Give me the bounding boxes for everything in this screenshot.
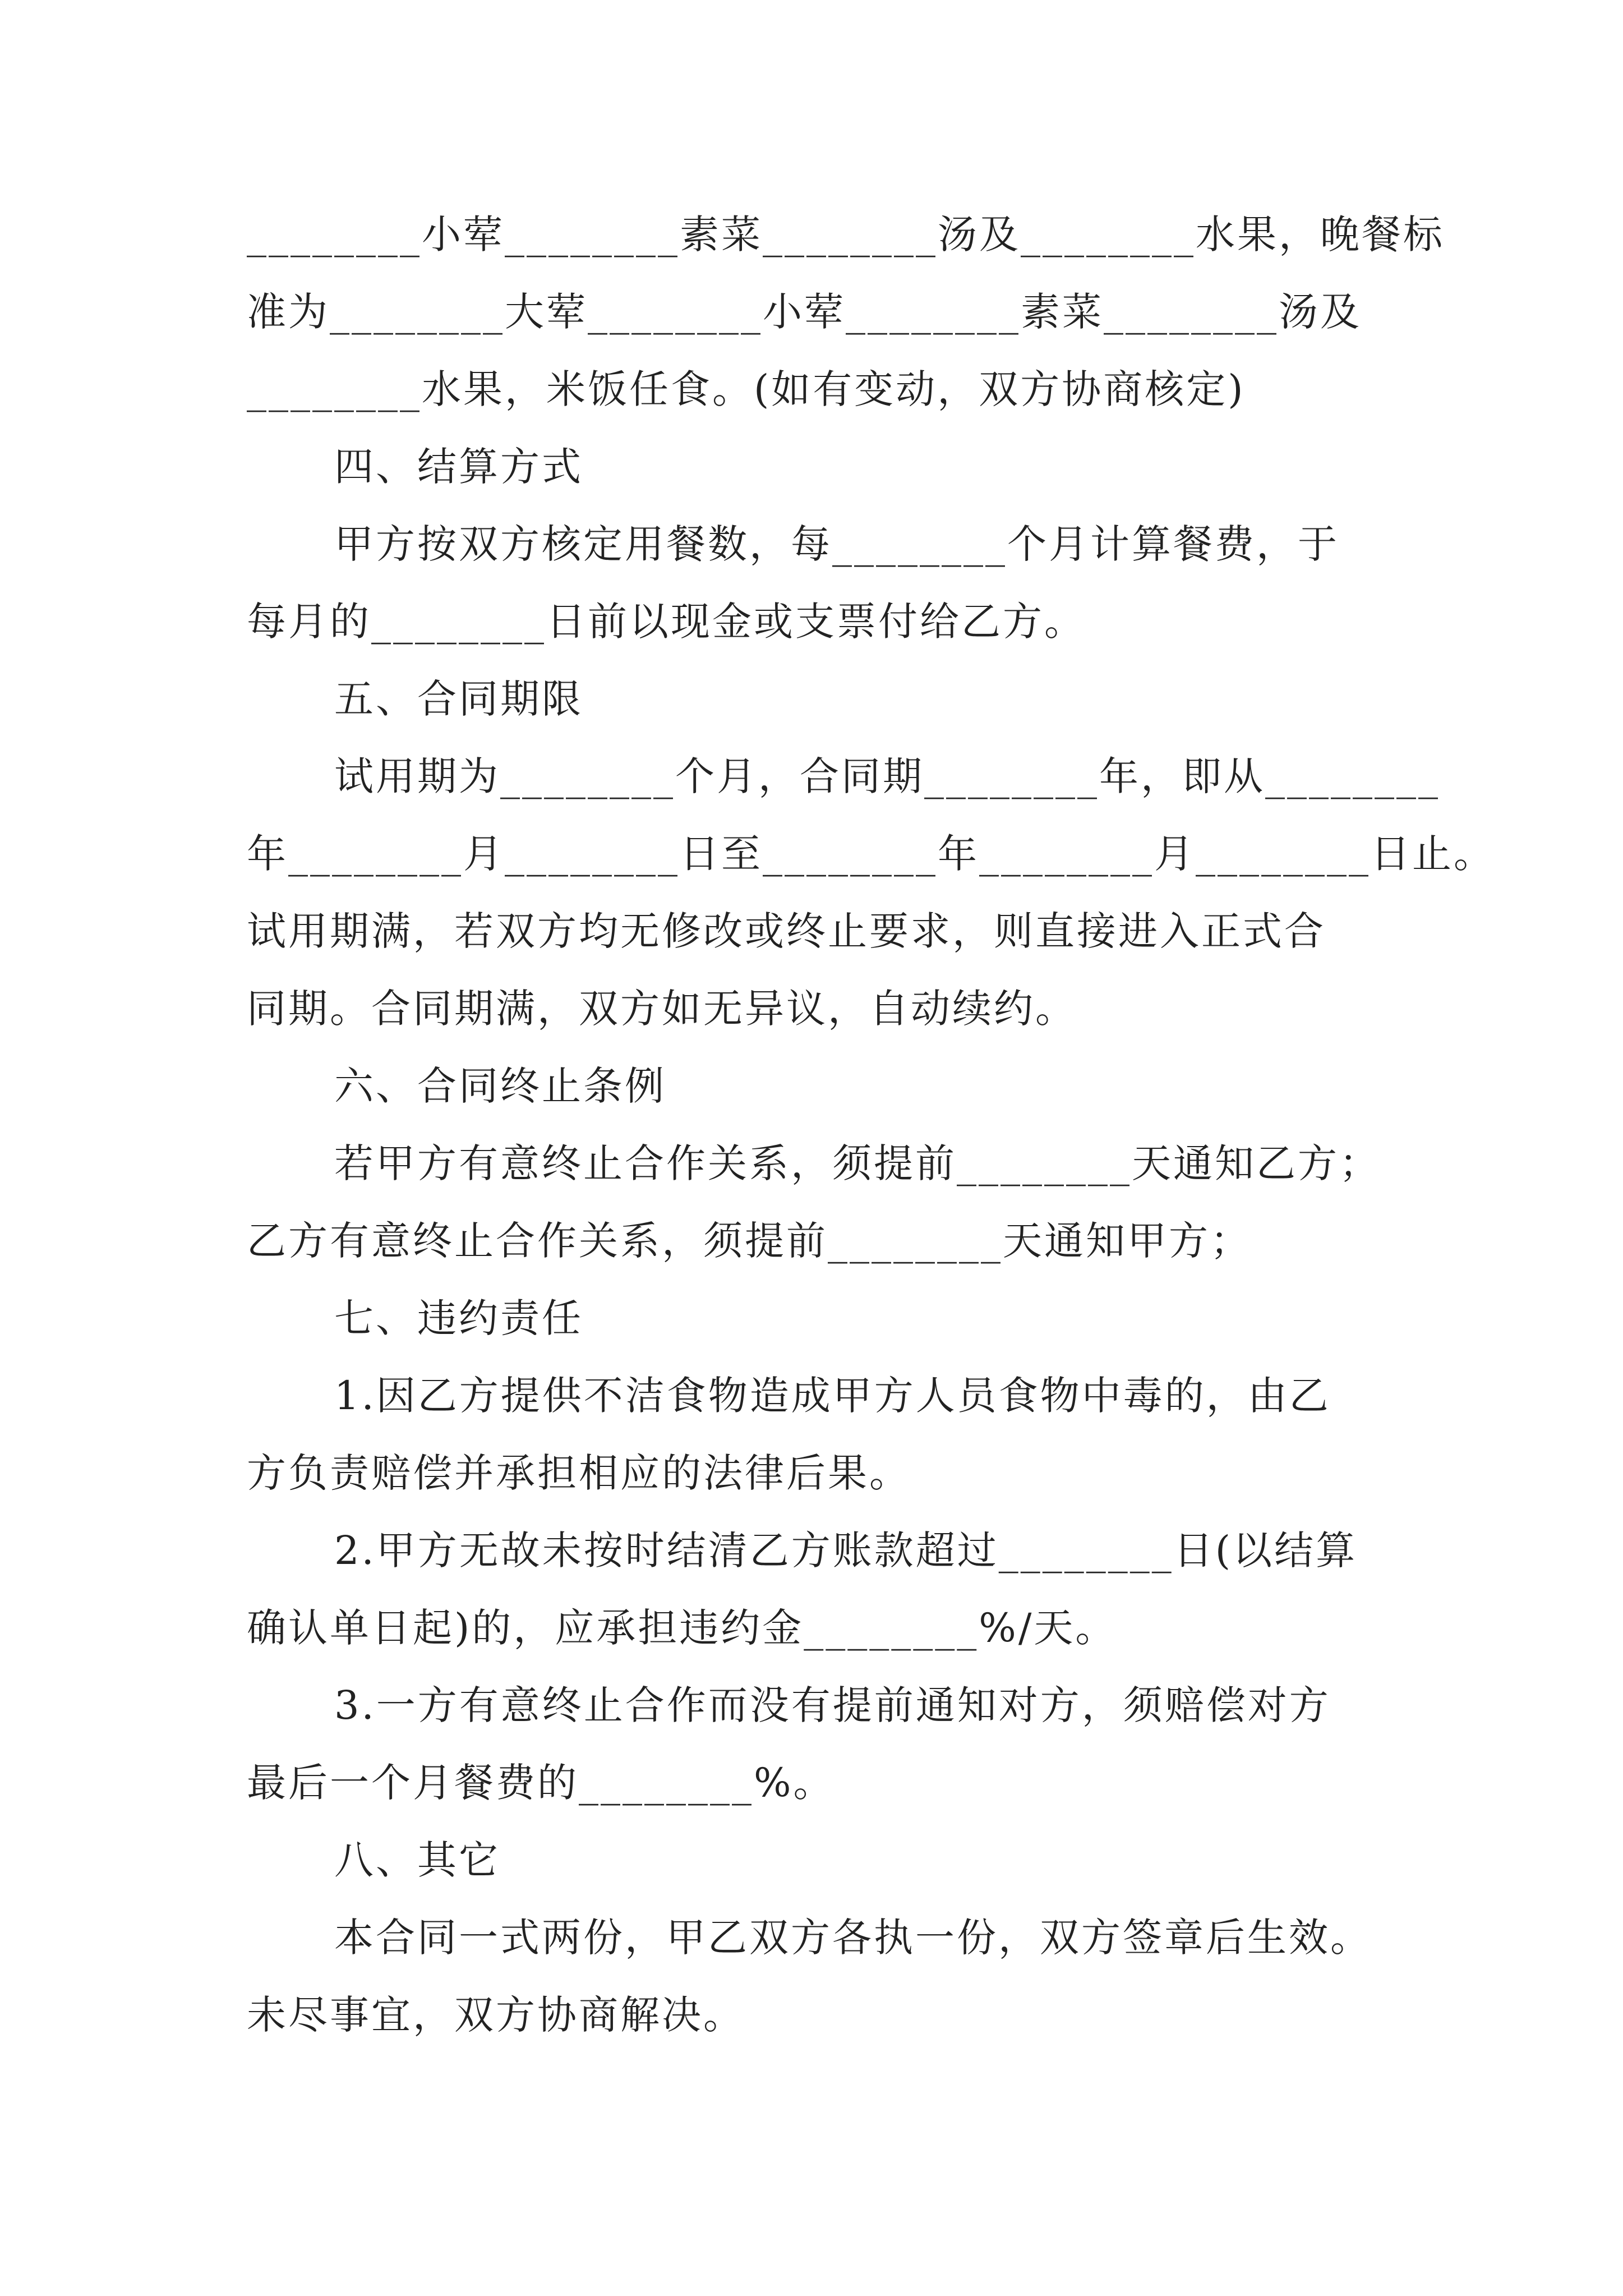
settlement-line-2: 每月的________日前以现金或支票付给乙方。	[247, 599, 1086, 645]
term-line-2: 年________月________日至________年________月________日止。	[247, 831, 1495, 877]
liability-item-1-line-2: 方负责赔偿并承担相应的法律后果。	[247, 1450, 911, 1496]
section-heading-settlement: 四、结算方式	[334, 444, 583, 490]
meal-standard-line-1: ________小荤________素菜________汤及________水果，晚餐标	[247, 211, 1445, 257]
other-line-1: 本合同一式两份，甲乙双方各执一份，双方签章后生效。	[334, 1915, 1372, 1961]
section-heading-other: 八、其它	[334, 1837, 500, 1883]
termination-line-1: 若甲方有意终止合作关系，须提前________天通知乙方；	[334, 1140, 1381, 1186]
term-line-1: 试用期为________个月，合同期________年，即从________	[334, 753, 1440, 799]
term-line-4: 同期。合同期满，双方如无异议，自动续约。	[247, 986, 1077, 1032]
section-heading-termination: 六、合同终止条例	[334, 1063, 666, 1109]
section-heading-term: 五、合同期限	[334, 676, 583, 722]
contract-page	[247, 206, 1495, 2064]
termination-line-2: 乙方有意终止合作关系，须提前________天通知甲方；	[247, 1218, 1252, 1264]
section-heading-liability: 七、违约责任	[334, 1295, 583, 1341]
liability-item-3-line-2: 最后一个月餐费的________%。	[247, 1760, 835, 1806]
meal-standard-line-3: ________水果，米饭任食。(如有变动，双方协商核定)	[247, 366, 1246, 412]
liability-item-3-line-1: 3.一方有意终止合作而没有提前通知对方，须赔偿对方	[334, 1682, 1331, 1728]
settlement-line-1: 甲方按双方核定用餐数，每________个月计算餐费，于	[334, 521, 1339, 567]
meal-standard-line-2: 准为________大荤________小荤________素菜________汤及	[247, 289, 1362, 335]
liability-item-2-line-1: 2.甲方无故未按时结清乙方账款超过________日(以结算	[334, 1527, 1358, 1573]
liability-item-1-line-1: 1.因乙方提供不洁食物造成甲方人员食物中毒的，由乙	[334, 1373, 1331, 1419]
term-line-3: 试用期满，若双方均无修改或终止要求，则直接进入正式合	[247, 908, 1326, 954]
liability-item-2-line-2: 确认单日起)的，应承担违约金________%/天。	[247, 1605, 1117, 1651]
other-line-2: 未尽事宜，双方协商解决。	[247, 1992, 745, 2038]
